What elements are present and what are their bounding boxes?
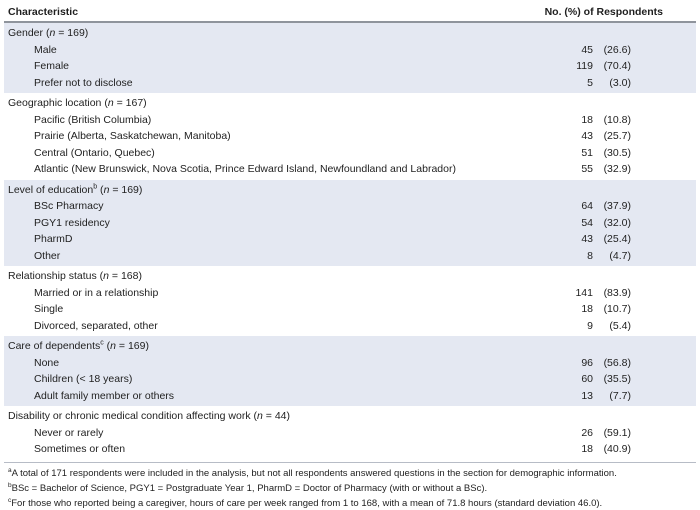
section-geographic-location [4, 93, 696, 180]
column-header-respondents: No. (%) of Respondents [544, 5, 663, 18]
row-label: Pacific (British Columbia) [34, 113, 152, 126]
section-title-superscript: b [93, 183, 98, 190]
row-count: 5 [587, 76, 593, 89]
table-row [4, 371, 696, 388]
row-percent: (35.5) [603, 373, 631, 385]
section-title-text: Gender [8, 27, 44, 39]
footnote-b [8, 481, 692, 496]
row-label: Divorced, separated, other [34, 319, 158, 332]
row-label: Children (< 18 years) [34, 373, 133, 385]
row-percent: (37.9) [603, 200, 631, 212]
row-count: 43 [581, 130, 593, 142]
row-percent: (7.7) [609, 389, 631, 402]
row-label: Atlantic (New Brunswick, Nova Scotia, Prince Edward Island, Newfoundland and Labrador) [34, 163, 456, 175]
row-percent: (83.9) [603, 286, 631, 299]
table-row [4, 388, 696, 405]
table-row [4, 355, 696, 372]
table-row [4, 231, 696, 248]
row-count: 141 [575, 286, 593, 299]
section-disability [4, 406, 696, 460]
row-count: 9 [587, 319, 593, 332]
row-percent: (32.9) [603, 163, 631, 175]
row-count: 54 [581, 216, 593, 229]
section-gender [4, 23, 696, 93]
section-title [4, 408, 696, 425]
row-percent: (25.7) [603, 130, 631, 142]
row-percent: (3.0) [609, 76, 631, 89]
row-label: Other [34, 249, 61, 262]
table-row [4, 145, 696, 162]
table-row [4, 425, 696, 442]
row-count: 18 [581, 443, 593, 455]
row-label: Married or in a relationship [34, 286, 159, 299]
row-count: 119 [576, 60, 593, 72]
row-percent: (30.5) [603, 146, 631, 159]
row-label: PharmD [34, 233, 73, 245]
table-row [4, 161, 696, 178]
row-count: 64 [581, 200, 593, 212]
table-row [4, 58, 696, 75]
column-header-characteristic: Characteristic [8, 5, 79, 18]
section-title [4, 338, 696, 355]
table-row [4, 42, 696, 59]
section-n-count: (n = 169) [97, 183, 143, 196]
table-row [4, 248, 696, 265]
footnote-marker: c [8, 496, 12, 504]
row-label: Never or rarely [34, 426, 104, 439]
row-percent: (4.7) [609, 249, 631, 262]
row-count: 60 [581, 373, 593, 385]
section-title [4, 182, 696, 199]
row-label: Sometimes or often [34, 443, 126, 455]
section-n-count: (n = 167) [101, 97, 147, 109]
row-percent: (10.8) [603, 113, 631, 126]
section-n-count: (n = 169) [103, 340, 149, 352]
footnote-a [8, 466, 692, 481]
footnote-text: A total of 171 respondents were included in the analysis, but not all respondents answered questions in the section for demographic information. [11, 467, 617, 479]
section-title-text: Level of education [8, 183, 94, 196]
row-percent: (32.0) [603, 216, 631, 229]
row-label: Prairie (Alberta, Saskatchewan, Manitoba) [34, 130, 231, 142]
row-count: 18 [581, 113, 593, 126]
row-label: PGY1 residency [34, 216, 110, 229]
section-care-of-dependents [4, 336, 696, 406]
section-title [4, 268, 696, 285]
row-percent: (70.4) [603, 60, 631, 72]
table-row [4, 198, 696, 215]
row-label: BSc Pharmacy [34, 200, 104, 212]
footnote-text: For those who reported being a caregiver, hours of care per week ranged from 1 to 168, with a mean of 71.8 hours (standard deviation 46.0). [11, 497, 603, 509]
table-row [4, 441, 696, 458]
row-label: Single [34, 303, 64, 315]
section-title-text: Relationship status [8, 270, 97, 282]
section-n-count: (n = 169) [43, 27, 89, 39]
table-row [4, 318, 696, 335]
section-n-count: (n = 168) [96, 270, 142, 282]
section-title-text: Disability or chronic medical condition affecting work [8, 410, 251, 422]
footnotes [4, 463, 696, 510]
row-count: 8 [587, 249, 593, 262]
section-title [4, 25, 696, 42]
section-relationship-status [4, 266, 696, 336]
row-count: 26 [581, 426, 593, 439]
row-count: 13 [581, 389, 593, 402]
table-row [4, 215, 696, 232]
row-count: 43 [581, 233, 593, 245]
row-label: Female [34, 60, 70, 72]
section-level-of-education [4, 180, 696, 267]
footnote-marker: b [8, 481, 12, 489]
footnote-marker: a [8, 466, 12, 474]
row-label: Central (Ontario, Quebec) [34, 146, 155, 159]
row-count: 18 [581, 303, 593, 315]
section-title-text: Care of dependents [8, 340, 101, 352]
footnote-c [8, 496, 692, 510]
section-n-count: (n = 44) [250, 410, 291, 422]
section-title-text: Geographic location [8, 97, 102, 109]
row-count: 96 [581, 356, 593, 369]
row-percent: (25.4) [603, 233, 631, 245]
section-title [4, 95, 696, 112]
row-percent: (59.1) [603, 426, 631, 439]
row-percent: (10.7) [603, 303, 631, 315]
table-row [4, 112, 696, 129]
footnote-text: BSc = Bachelor of Science, PGY1 = Postgraduate Year 1, PharmD = Doctor of Pharmacy (with or without a BSc). [11, 482, 488, 494]
row-label: Adult family member or others [34, 389, 175, 402]
row-label: Prefer not to disclose [34, 76, 133, 89]
row-count: 45 [581, 43, 593, 56]
table-row [4, 128, 696, 145]
row-percent: (26.6) [603, 43, 631, 56]
row-percent: (5.4) [609, 319, 631, 332]
row-count: 55 [581, 163, 593, 175]
row-percent: (56.8) [603, 356, 631, 369]
table-header-row [4, 2, 696, 21]
row-percent: (40.9) [603, 443, 631, 455]
section-title-superscript: c [100, 339, 104, 347]
table-row [4, 285, 696, 302]
row-label: None [34, 356, 60, 369]
row-label: Male [34, 43, 57, 56]
table-row [4, 301, 696, 318]
row-count: 51 [581, 146, 593, 159]
table-row [4, 75, 696, 92]
